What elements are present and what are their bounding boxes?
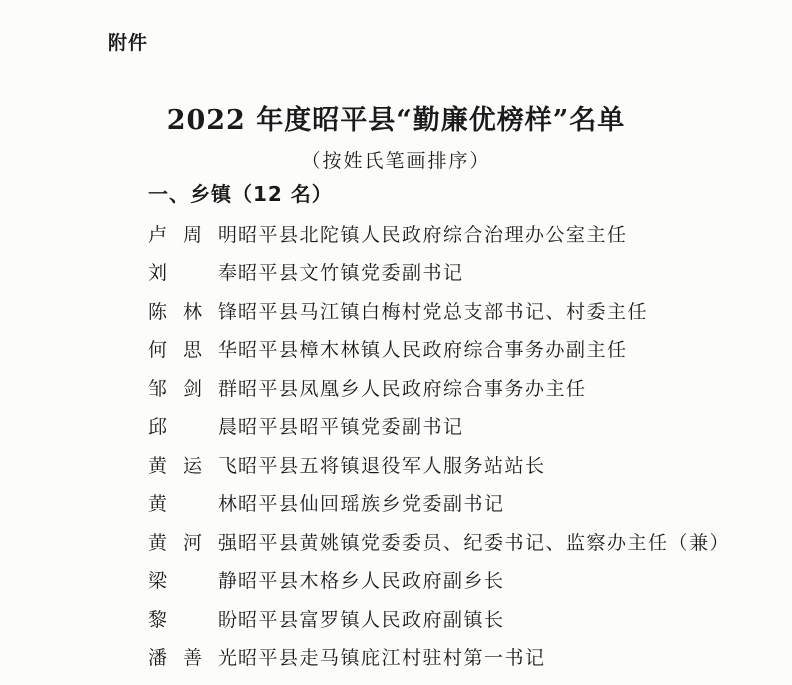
honoree-list xyxy=(148,214,768,676)
honoree-position: 昭平县仙回瑶族乡党委副书记 xyxy=(238,493,505,516)
honoree-position: 昭平县凤凰乡人民政府综合事务办主任 xyxy=(238,377,587,400)
honoree-name: 黎 盼 xyxy=(148,608,238,631)
honoree-position: 昭平县五将镇退役军人服务站站长 xyxy=(238,454,546,477)
honoree-name: 潘善光 xyxy=(148,647,238,670)
list-item xyxy=(148,599,768,638)
list-item xyxy=(148,214,768,253)
list-item xyxy=(148,291,768,330)
honoree-name: 陈林锋 xyxy=(148,300,238,323)
honoree-name: 卢周明 xyxy=(148,223,238,246)
honoree-name: 黄河强 xyxy=(148,531,238,554)
honoree-position: 昭平县木格乡人民政府副乡长 xyxy=(238,570,505,593)
honoree-name: 邹剑群 xyxy=(148,377,238,400)
list-item xyxy=(148,522,768,561)
honoree-name: 邱 晨 xyxy=(148,416,238,439)
list-item xyxy=(148,445,768,484)
list-item xyxy=(148,638,768,677)
list-item xyxy=(148,330,768,369)
honoree-position: 昭平县文竹镇党委副书记 xyxy=(238,262,464,285)
document-subtitle: （按姓氏笔画排序） xyxy=(301,150,491,172)
list-item xyxy=(148,484,768,523)
list-item xyxy=(148,368,768,407)
list-item xyxy=(148,561,768,600)
honoree-name: 刘 奉 xyxy=(148,262,238,285)
honoree-name: 黄运飞 xyxy=(148,454,238,477)
honoree-position: 昭平县昭平镇党委副书记 xyxy=(238,416,464,439)
honoree-position: 昭平县樟木林镇人民政府综合事务办副主任 xyxy=(238,339,628,362)
section-heading: 一、乡镇（12 名） xyxy=(148,182,333,206)
honoree-position: 昭平县马江镇白梅村党总支部书记、村委主任 xyxy=(238,300,649,323)
attachment-label: 附件 xyxy=(108,32,149,54)
honoree-name: 黄 林 xyxy=(148,493,238,516)
honoree-name: 何思华 xyxy=(148,339,238,362)
list-item xyxy=(148,253,768,292)
honoree-position: 昭平县黄姚镇党委委员、纪委书记、监察办主任（兼） xyxy=(238,531,731,554)
document-title: 2022 年度昭平县“勤廉优榜样”名单 xyxy=(166,105,626,136)
list-item xyxy=(148,407,768,446)
honoree-position: 昭平县北陀镇人民政府综合治理办公室主任 xyxy=(238,223,628,246)
honoree-position: 昭平县走马镇庇江村驻村第一书记 xyxy=(238,647,546,670)
honoree-position: 昭平县富罗镇人民政府副镇长 xyxy=(238,608,505,631)
honoree-name: 梁 静 xyxy=(148,570,238,593)
